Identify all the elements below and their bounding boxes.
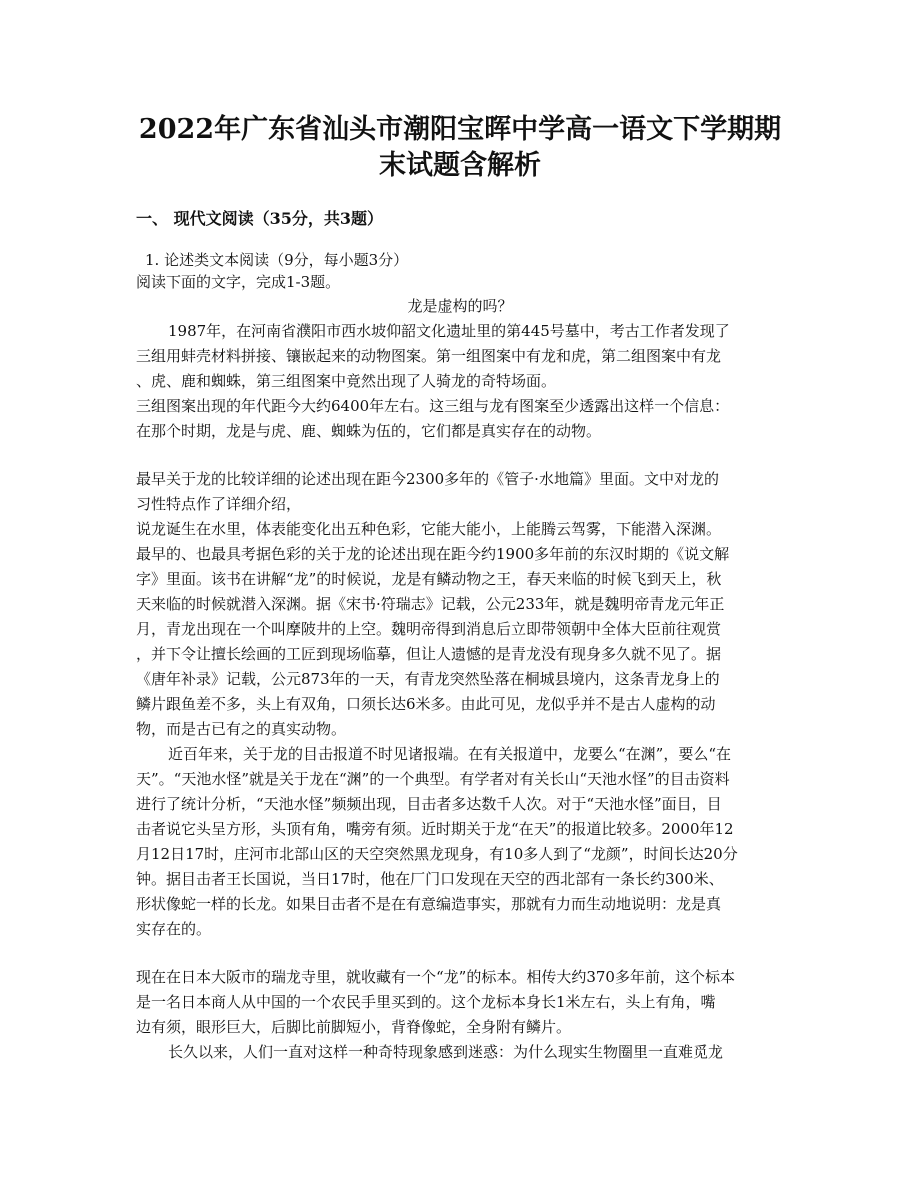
- section-heading: 一、 现代文阅读（35分，共3题）: [136, 209, 383, 228]
- body-line: 月12日17时，庄河市北部山区的天空突然黑龙现身，有10多人到了“龙颜”，时间长达20分: [136, 845, 738, 863]
- body-line: 1987年，在河南省濮阳市西水坡仰韶文化遗址里的第445号墓中，考古工作者发现了: [168, 322, 730, 340]
- body-line: 月，青龙出现在一个叫摩陂井的上空。魏明帝得到消息后立即带领朝中全体大臣前往观赏: [136, 620, 722, 638]
- body-line: 进行了统计分析，“天池水怪”频频出现，目击者多达数千人次。对于“天池水怪”面目，目: [136, 795, 722, 813]
- body-line: 近百年来，关于龙的目击报道不时见诸报端。在有关报道中，龙要么“在渊”，要么“在: [168, 745, 732, 763]
- body-line: 最早关于龙的比较详细的论述出现在距今2300多年的《管子·水地篇》里面。文中对龙的: [136, 470, 719, 488]
- document-title-line-2: 末试题含解析: [379, 150, 541, 181]
- body-line: 字》里面。该书在讲解“龙”的时候说，龙是有鳞动物之王，春天来临的时候飞到天上，秋: [136, 570, 722, 588]
- body-line: 击者说它头呈方形，头顶有角，嘴旁有须。近时期关于龙“在天”的报道比较多。2000年12: [136, 820, 734, 838]
- body-line: 现在在日本大阪市的瑞龙寺里，就收藏有一个“龙”的标本。相传大约370多年前，这个标本: [136, 968, 735, 986]
- body-line: 形状像蛇一样的长龙。如果目击者不是在有意编造事实，那就有力而生动地说明：龙是真: [136, 895, 722, 913]
- body-line: 鳞片跟鱼差不多，头上有双角，口须长达6米多。由此可见，龙似乎并不是古人虚构的动: [136, 695, 716, 713]
- body-line: 说龙诞生在水里，体表能变化出五种色彩，它能大能小，上能腾云驾雾，下能潜入深渊。: [136, 520, 722, 538]
- body-line: 边有须，眼形巨大，后脚比前脚短小，背脊像蛇，全身附有鳞片。: [136, 1018, 572, 1036]
- body-line: 三组图案出现的年代距今大约6400年左右。这三组与龙有图案至少透露出这样一个信息：: [136, 397, 730, 415]
- body-line: 最早的、也最具考据色彩的关于龙的论述出现在距今约1900多年前的东汉时期的《说文解: [136, 545, 730, 563]
- body-line: 天”。“天池水怪”就是关于龙在“渊”的一个典型。有学者对有关长山“天池水怪”的目击资料: [136, 770, 730, 788]
- body-line: 钟。据目击者王长国说，当日17时，他在厂门口发现在天空的西北部有一条长约300米、: [136, 870, 724, 888]
- body-line: 在那个时期，龙是与虎、鹿、蜘蛛为伍的，它们都是真实存在的动物。: [136, 422, 602, 440]
- body-line: 《唐年补录》记载，公元873年的一天，有青龙突然坠落在桐城县境内，这条青龙身上的: [136, 670, 720, 688]
- body-line: 、虎、鹿和蜘蛛，第三组图案中竟然出现了人骑龙的奇特场面。: [136, 372, 557, 390]
- body-line: 习性特点作了详细介绍，: [136, 495, 302, 513]
- instruction-text: 阅读下面的文字，完成1-3题。: [136, 273, 341, 291]
- body-line: 三组用蚌壳材料拼接、镶嵌起来的动物图案。第一组图案中有龙和虎，第二组图案中有龙: [136, 347, 722, 365]
- body-line: 长久以来，人们一直对这样一种奇特现象感到迷惑：为什么现实生物圈里一直难觅龙: [168, 1043, 724, 1061]
- document-title-line-1: 2022年广东省汕头市潮阳宝晖中学高一语文下学期期: [138, 114, 782, 145]
- body-line: 天来临的时候就潜入深渊。据《宋书·符瑞志》记载，公元233年，就是魏明帝青龙元年正: [136, 595, 725, 613]
- body-line: 是一名日本商人从中国的一个农民手里买到的。这个龙标本身长1米左右，头上有角，嘴: [136, 993, 716, 1011]
- body-line: 实存在的。: [136, 920, 212, 938]
- body-line: 物，而是古已有之的真实动物。: [136, 720, 347, 738]
- body-line: ，并下令让擅长绘画的工匠到现场临摹，但让人遗憾的是青龙没有现身多久就不见了。据: [136, 645, 722, 663]
- question-heading: 1. 论述类文本阅读（9分，每小题3分）: [145, 251, 409, 269]
- article-title: 龙是虚构的吗？: [407, 297, 513, 315]
